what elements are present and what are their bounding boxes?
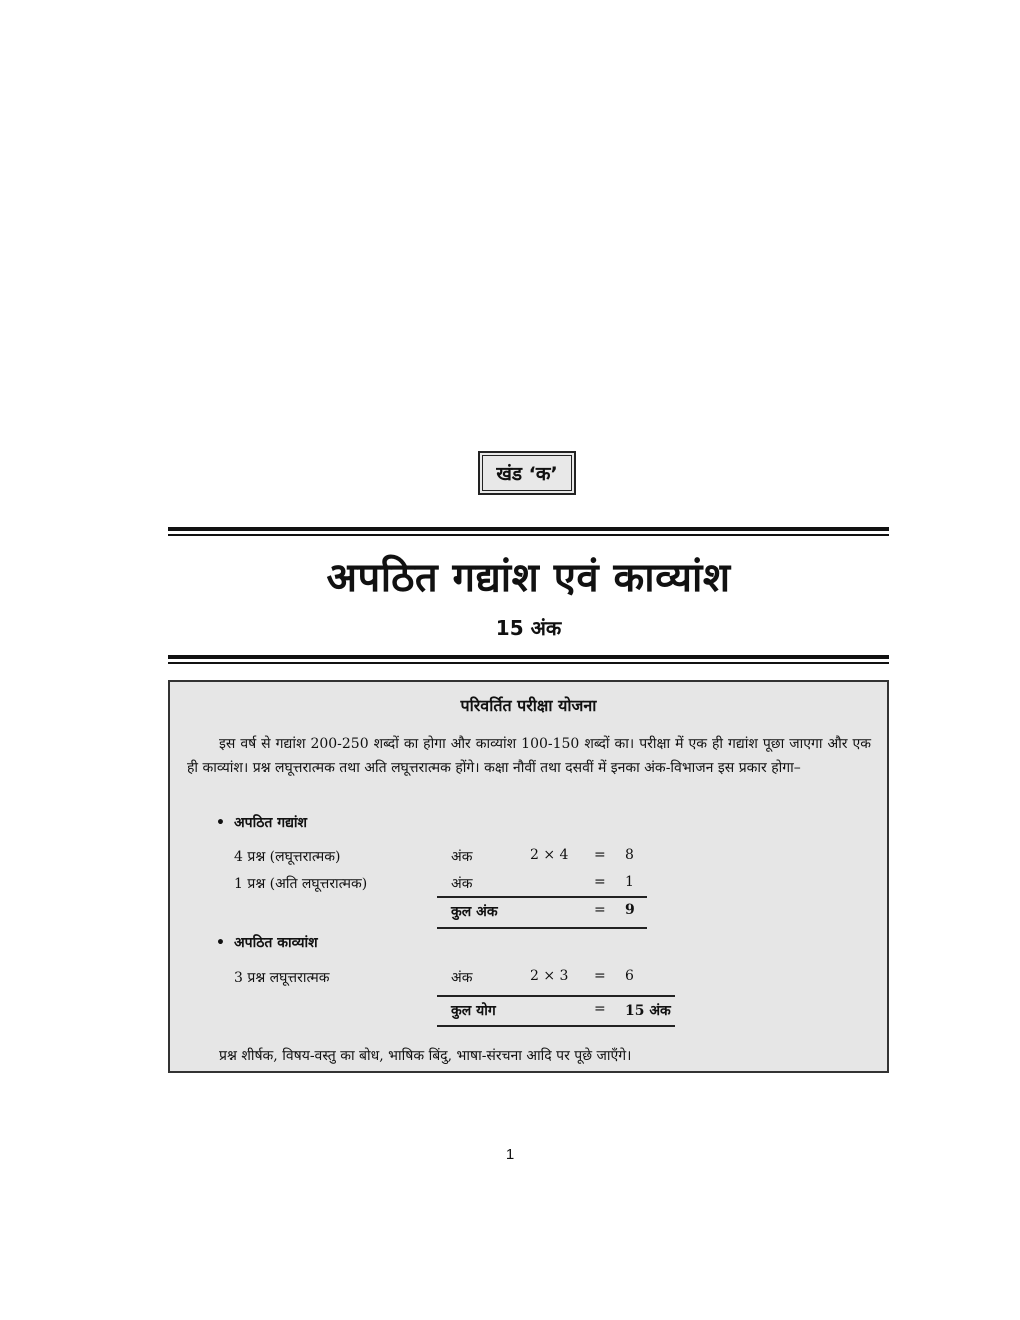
- row-value: 6: [625, 968, 634, 984]
- section-badge-label: खंड ‘क’: [496, 463, 558, 485]
- scheme-intro: इस वर्ष से गद्यांश 200-250 शब्दों का होगा और काव्यांश 100-150 शब्दों का। परीक्षा में एक ही गद्यांश पूछा जाएगा और एक ही काव्यांश। प्रश्न लघूत्तरात्मक तथा अति लघूत्तरात्मक होंगे। कक्षा नौवीं तथा दसवीं में इनका अंक-विभाजन इस प्रकार होगा–: [187, 736, 871, 776]
- total-label: कुल अंक: [451, 904, 498, 920]
- row-label: 4 प्रश्न (लघूत्तरात्मक): [234, 849, 341, 865]
- row-unit: अंक: [451, 849, 473, 865]
- prose-heading-label: अपठित गद्यांश: [233, 815, 308, 831]
- row-label: 3 प्रश्न लघूत्तरात्मक: [234, 970, 330, 986]
- bullet-icon: •: [216, 815, 225, 831]
- grand-total-value: 15 अंक: [625, 1003, 671, 1019]
- total-equals: =: [594, 902, 606, 918]
- total-divider-top: [437, 896, 647, 898]
- poetry-heading-label: अपठित काव्यांश: [233, 935, 318, 951]
- chapter-title: अपठित गद्यांश एवं काव्यांश: [326, 555, 731, 601]
- row-equals: =: [594, 968, 606, 984]
- bottom-double-rule: [168, 655, 889, 664]
- row-unit: अंक: [451, 876, 473, 892]
- chapter-marks: 15 अंक: [495, 616, 562, 640]
- grand-total-label: कुल योग: [451, 1003, 496, 1019]
- row-formula: 2 × 3: [530, 968, 569, 984]
- total-divider-bottom: [437, 927, 647, 929]
- row-equals: =: [594, 874, 606, 890]
- page-number: 1: [505, 1146, 515, 1163]
- bullet-icon: •: [216, 935, 225, 951]
- row-unit: अंक: [451, 970, 473, 986]
- row-value: 1: [625, 874, 634, 890]
- scheme-note: प्रश्न शीर्षक, विषय-वस्तु का बोध, भाषिक बिंदु, भाषा-संरचना आदि पर पूछे जाएँगे।: [219, 1048, 632, 1064]
- row-label: 1 प्रश्न (अति लघूत्तरात्मक): [234, 876, 368, 892]
- scheme-title: परिवर्तित परीक्षा योजना: [460, 696, 597, 715]
- row-formula: 2 × 4: [530, 847, 569, 863]
- section-badge: [478, 451, 576, 495]
- top-double-rule: [168, 527, 889, 536]
- grand-total-equals: =: [594, 1001, 606, 1017]
- row-value: 8: [625, 847, 634, 863]
- grand-total-divider-bottom: [437, 1025, 675, 1027]
- exam-scheme-box: [168, 680, 889, 1073]
- total-value: 9: [625, 902, 635, 918]
- poetry-section-heading: [216, 933, 318, 952]
- grand-total-divider-top: [437, 995, 675, 997]
- row-equals: =: [594, 847, 606, 863]
- prose-section-heading: [216, 813, 307, 832]
